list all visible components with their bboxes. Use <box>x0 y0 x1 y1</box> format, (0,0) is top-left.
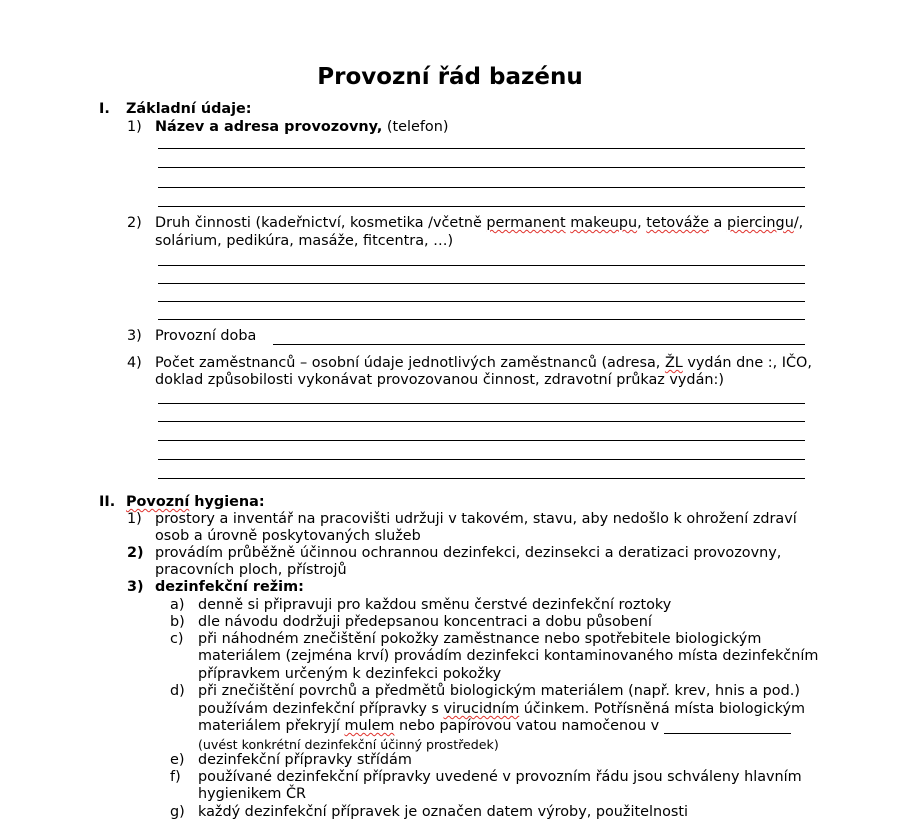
text-run: /, <box>793 215 804 231</box>
misspelled-word: piercingu <box>726 215 794 231</box>
fill-line[interactable] <box>158 265 805 266</box>
text-run: materiálem překryjí <box>198 718 345 734</box>
section-1-number: I. <box>99 101 110 117</box>
hyg-item-2-line-1: provádím průběžně účinnou ochrannou dezinfekci, dezinsekci a deratizaci provozovny, <box>155 545 782 561</box>
hyg-item-1-line-1: prostory a inventář na pracovišti udržuji v takovém, stavu, aby nedošlo k ohrožení zdraví <box>155 511 797 527</box>
misspelled-word: virucidním <box>443 701 520 717</box>
sub-c-line-2: materiálem (zejména krví) provádím dezinfekci kontaminovaného místa dezinfekčním <box>198 648 819 664</box>
sub-c-line-1: při náhodném znečištění pokožky zaměstnance nebo spotřebitele biologickým <box>198 631 762 647</box>
sub-f-letter: f) <box>170 769 181 785</box>
item-3-text: Provozní doba <box>155 328 257 344</box>
fill-line[interactable] <box>158 459 805 460</box>
sub-e-text: dezinfekční přípravky střídám <box>198 752 412 768</box>
text-run: používám dezinfekční přípravky s <box>198 701 444 717</box>
item-1-text <box>155 119 448 136</box>
fill-line[interactable] <box>158 206 805 207</box>
sub-g-text: každý dezinfekční přípravek je označen datem výroby, použitelnosti <box>198 804 689 820</box>
sub-f-line-1: používané dezinfekční přípravky uvedené v provozním řádu jsou schváleny hlavním <box>198 769 802 785</box>
item-4-line-1 <box>155 355 812 372</box>
sub-d-letter: d) <box>170 683 185 699</box>
text-run: a <box>708 215 727 231</box>
text-run: , <box>637 215 647 231</box>
sub-a-letter: a) <box>170 597 185 613</box>
fill-line[interactable] <box>158 478 805 479</box>
fill-line[interactable] <box>273 344 805 345</box>
item-2-line-2: solárium, pedikúra, masáže, fitcentra, …) <box>155 233 454 249</box>
fill-line[interactable] <box>158 187 805 188</box>
item-2-line-1 <box>155 215 803 232</box>
misspelled-word: tetováže <box>646 215 709 231</box>
text-run: nebo papírovou vatou namočenou v <box>394 718 660 734</box>
hyg-item-1-number: 1) <box>127 511 142 527</box>
hyg-item-3-number: 3) <box>127 579 144 595</box>
fill-line[interactable] <box>158 301 805 302</box>
item-3-number: 3) <box>127 328 142 344</box>
hyg-item-2-number: 2) <box>127 545 144 561</box>
fill-line[interactable] <box>158 403 805 404</box>
misspelled-word: Povozní <box>126 494 190 510</box>
fill-line[interactable] <box>158 167 805 168</box>
text-run: Počet zaměstnanců – osobní údaje jednotlivých zaměstnanců (adresa, <box>155 355 665 371</box>
sub-e-letter: e) <box>170 752 185 768</box>
item-1-number: 1) <box>127 119 142 135</box>
sub-a-text: denně si připravuji pro každou směnu čerstvé dezinfekční roztoky <box>198 597 672 613</box>
sub-d-line-3 <box>198 718 659 735</box>
text-run: Druh činnosti (kadeřnictví, kosmetika /včetně <box>155 215 487 231</box>
sub-c-line-3: přípravkem určeným k dezinfekci pokožky <box>198 666 502 682</box>
fill-line[interactable] <box>158 421 805 422</box>
fill-line[interactable] <box>158 148 805 149</box>
fill-line[interactable] <box>158 319 805 320</box>
sub-d-line-4: (uvést konkrétní dezinfekční účinný prostředek) <box>198 737 499 752</box>
misspelled-word: makeupu <box>570 215 638 231</box>
fill-line[interactable] <box>158 283 805 284</box>
item-1-bold: Název a adresa provozovny, <box>155 119 383 135</box>
hyg-item-2-line-2: pracovních ploch, přístrojů <box>155 562 347 578</box>
item-4-number: 4) <box>127 355 142 371</box>
misspelled-word: mulem <box>344 718 395 734</box>
item-2-number: 2) <box>127 215 142 231</box>
sub-f-line-2: hygienikem ČR <box>198 786 307 802</box>
hyg-item-3-label: dezinfekční režim: <box>155 579 304 595</box>
hyg-item-1-line-2: osob a úrovně poskytovaných služeb <box>155 528 421 544</box>
text-run: hygiena: <box>189 494 265 510</box>
text-run: vydán dne :, IČO, <box>682 355 812 371</box>
text-run: účinkem. Potřísněná místa biologickým <box>519 701 805 717</box>
misspelled-word: ŽL <box>664 355 683 371</box>
sub-b-text: dle návodu dodržuji předepsanou koncentraci a dobu působení <box>198 614 652 630</box>
fill-line[interactable] <box>664 733 791 734</box>
fill-line[interactable] <box>158 440 805 441</box>
misspelled-word: permanent <box>486 215 566 231</box>
page-title: Provozní řád bazénu <box>317 64 583 90</box>
sub-c-letter: c) <box>170 631 184 647</box>
section-2-heading <box>126 494 265 511</box>
item-4-line-2: doklad způsobilosti vykonávat provozovanou činnost, zdravotní průkaz vydán:) <box>155 372 724 388</box>
sub-d-line-2 <box>198 701 805 718</box>
section-1-heading: Základní údaje: <box>126 101 252 117</box>
sub-d-line-1: při znečištění povrchů a předmětů biologickým materiálem (např. krev, hnis a pod.) <box>198 683 800 699</box>
section-2-number: II. <box>99 494 116 510</box>
sub-g-letter: g) <box>170 804 185 820</box>
item-1-rest: (telefon) <box>382 119 449 135</box>
sub-b-letter: b) <box>170 614 185 630</box>
